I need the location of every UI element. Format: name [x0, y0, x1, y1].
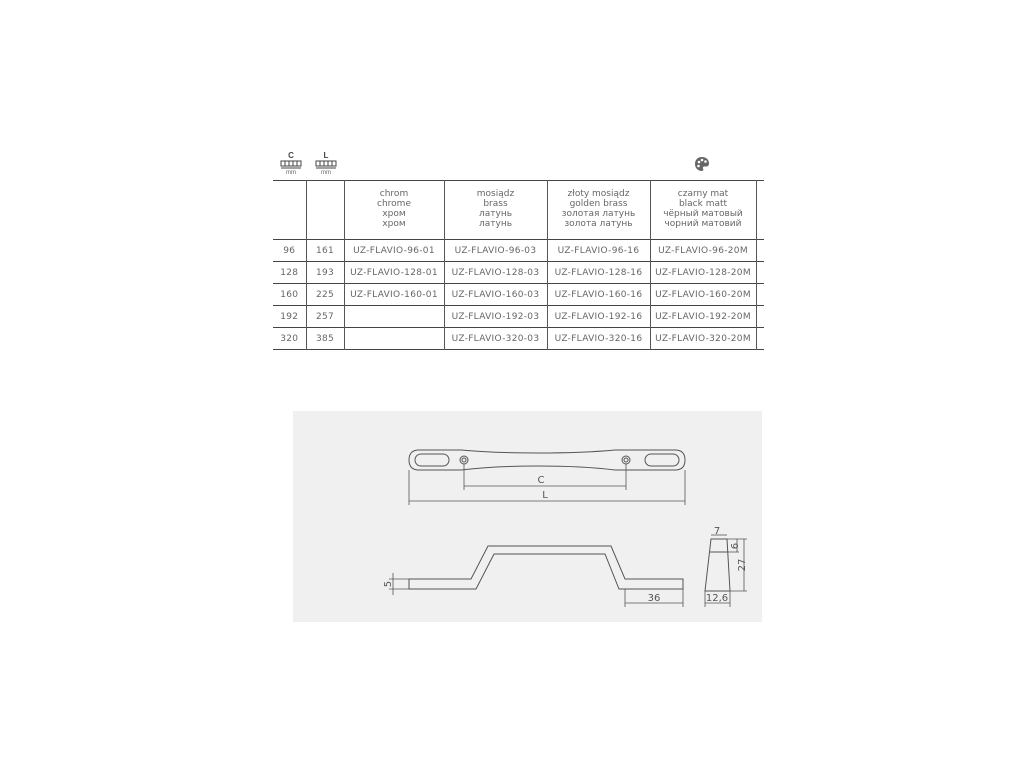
l-ruler-icon	[315, 160, 337, 170]
column-header-line: złoty mosiądz	[567, 189, 630, 199]
product-table	[273, 180, 764, 350]
length-label: L	[323, 151, 329, 160]
table-row	[273, 240, 764, 262]
column-header-line: chrome	[377, 199, 411, 209]
cell-c: 320	[273, 328, 306, 350]
column-header-line: golden brass	[569, 199, 628, 209]
cell-c: 192	[273, 306, 306, 328]
cell-golden: UZ-FLAVIO-192-16	[547, 306, 650, 328]
column-header-line: латунь	[478, 209, 513, 219]
column-header-6	[756, 181, 764, 240]
column-header-line: brass	[483, 199, 508, 209]
length-unit: mm	[321, 170, 331, 176]
column-header-2	[344, 181, 444, 240]
dimension-base-width: 12,6	[705, 593, 729, 604]
cell-black: UZ-FLAVIO-128-20M	[650, 262, 756, 284]
cell-c: 96	[273, 240, 306, 262]
center-distance-unit: mm	[286, 170, 296, 176]
table-header-row	[273, 181, 764, 240]
cell-black: UZ-FLAVIO-160-20M	[650, 284, 756, 306]
column-header-line: chrom	[379, 189, 409, 199]
cell-brass: UZ-FLAVIO-96-03	[444, 240, 547, 262]
table-row	[273, 262, 764, 284]
c-ruler-icon	[280, 160, 302, 170]
cell-l: 225	[306, 284, 344, 306]
cell-spacer	[756, 240, 764, 262]
column-header-0	[273, 181, 306, 240]
cell-golden: UZ-FLAVIO-128-16	[547, 262, 650, 284]
dimension-top-width: 7	[713, 526, 721, 537]
column-header-line: золота латунь	[564, 219, 633, 229]
column-header-line: чорний матовий	[664, 219, 742, 229]
technical-drawing	[293, 411, 762, 622]
column-header-line: czarny mat	[677, 189, 729, 199]
center-distance-icon	[279, 152, 303, 176]
cell-brass: UZ-FLAVIO-192-03	[444, 306, 547, 328]
dimension-end-height: 5	[383, 580, 394, 588]
column-header-line: хром	[382, 219, 406, 229]
cell-l: 193	[306, 262, 344, 284]
cell-golden: UZ-FLAVIO-160-16	[547, 284, 650, 306]
column-header-line: mosiądz	[476, 189, 515, 199]
dimension-top-height: 6	[730, 542, 741, 550]
dimension-foot-length: 36	[647, 593, 661, 604]
cell-brass: UZ-FLAVIO-128-03	[444, 262, 547, 284]
table-row	[273, 328, 764, 350]
column-header-3	[444, 181, 547, 240]
column-header-1	[306, 181, 344, 240]
length-icon	[314, 152, 338, 176]
column-header-4	[547, 181, 650, 240]
cell-spacer	[756, 328, 764, 350]
cell-black: UZ-FLAVIO-320-20M	[650, 328, 756, 350]
cell-l: 385	[306, 328, 344, 350]
cell-spacer	[756, 306, 764, 328]
cell-brass: UZ-FLAVIO-160-03	[444, 284, 547, 306]
column-header-line: хром	[382, 209, 406, 219]
cell-c: 128	[273, 262, 306, 284]
handle-top-view	[409, 450, 685, 470]
column-header-line: чёрный матовый	[663, 209, 743, 219]
dimension-l-label: L	[542, 490, 548, 501]
cell-c: 160	[273, 284, 306, 306]
cell-black: UZ-FLAVIO-96-20M	[650, 240, 756, 262]
cell-chrome	[344, 306, 444, 328]
cell-golden: UZ-FLAVIO-96-16	[547, 240, 650, 262]
column-header-line: золотая латунь	[561, 209, 636, 219]
dimension-c-label: C	[537, 475, 545, 486]
column-header-5	[650, 181, 756, 240]
cell-spacer	[756, 284, 764, 306]
handle-cross-section	[705, 539, 730, 591]
handle-side-view	[409, 546, 683, 589]
cell-spacer	[756, 262, 764, 284]
dimension-total-height: 27	[737, 558, 748, 572]
column-header-line: латунь	[478, 219, 513, 229]
center-distance-label: C	[288, 151, 294, 160]
table-row	[273, 306, 764, 328]
cell-l: 257	[306, 306, 344, 328]
column-header-line: black matt	[678, 199, 728, 209]
cell-chrome: UZ-FLAVIO-96-01	[344, 240, 444, 262]
cell-chrome	[344, 328, 444, 350]
cell-l: 161	[306, 240, 344, 262]
color-palette-icon	[694, 156, 710, 172]
cell-chrome: UZ-FLAVIO-160-01	[344, 284, 444, 306]
technical-drawing-panel	[293, 411, 762, 622]
table-row	[273, 284, 764, 306]
cell-brass: UZ-FLAVIO-320-03	[444, 328, 547, 350]
cell-chrome: UZ-FLAVIO-128-01	[344, 262, 444, 284]
cell-black: UZ-FLAVIO-192-20M	[650, 306, 756, 328]
cell-golden: UZ-FLAVIO-320-16	[547, 328, 650, 350]
